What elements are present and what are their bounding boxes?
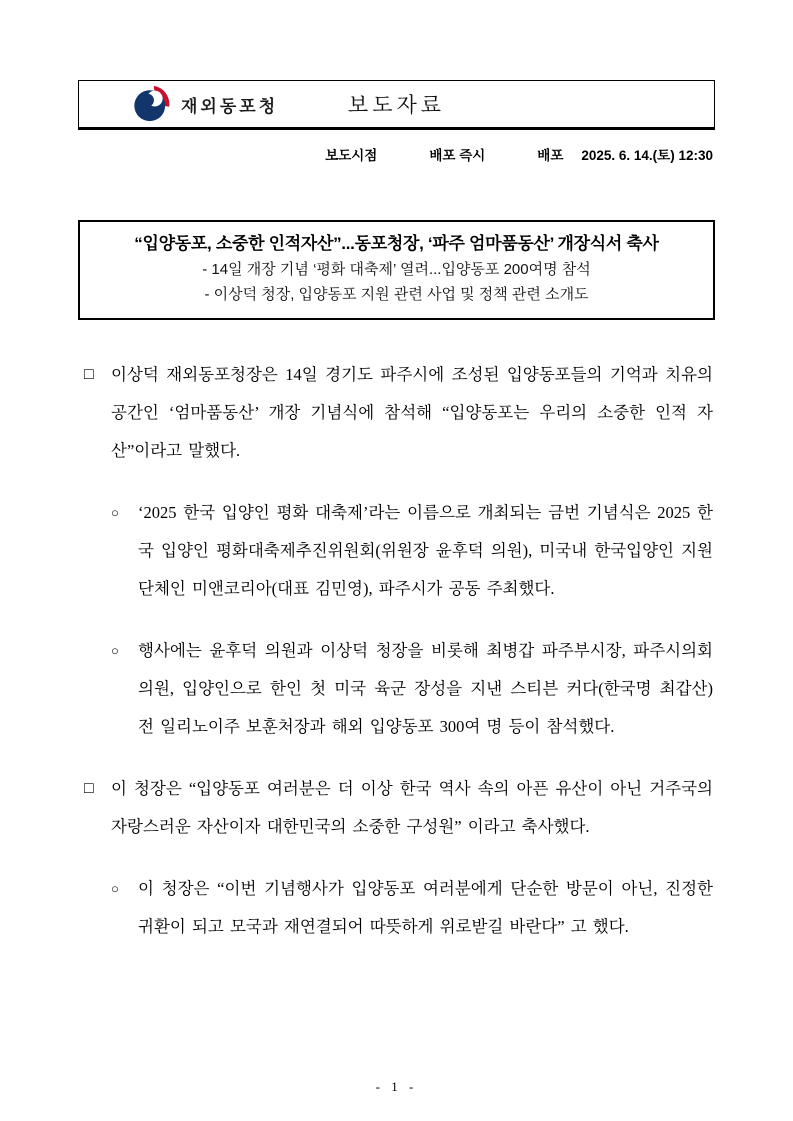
header-box: [78, 80, 715, 130]
paragraph: [111, 632, 713, 746]
paragraph-text: 행사에는 윤후덕 의원과 이상덕 청장을 비롯해 최병갑 파주부시장, 파주시의회 의원, 입양인으로 한인 첫 미국 육군 장성을 지낸 스티븐 커다(한국명 최갑산) 전 일리노이주 보훈처장과 해외 입양동포 300여 명 등이 참석했다.: [138, 641, 713, 736]
agency-name: 재외동포청: [181, 96, 279, 116]
paragraph-marker: □: [84, 780, 94, 797]
paragraph-marker: ○: [111, 505, 119, 520]
korea-government-taegeuk-logo-icon: [131, 84, 171, 124]
body-text-area: [84, 356, 713, 946]
paragraph-text: 이 청장은 “입양동포 여러분은 더 이상 한국 역사 속의 아픈 유산이 아닌 거주국의 자랑스러운 자산이자 대한민국의 소중한 구성원” 이라고 축사했다.: [111, 779, 713, 836]
headline: “입양동포, 소중한 인적자산”...동포청장, ‘파주 엄마품동산’ 개장식서 축사: [134, 234, 659, 253]
paragraph: [111, 870, 713, 946]
paragraph-marker: ○: [111, 643, 119, 658]
paragraph-marker: ○: [111, 881, 119, 896]
page-number: - 1 -: [375, 1079, 418, 1094]
release-timing-value: 배포 즉시: [429, 148, 486, 163]
distribution-group: [537, 144, 713, 164]
release-meta-row: [80, 144, 713, 164]
paragraph: [84, 770, 713, 846]
agency-logo-group: [131, 81, 278, 127]
doc-type-title: 보도자료: [347, 93, 446, 117]
subtitle-line: - 14일 개장 기념 ‘평화 대축제’ 열려...입양동포 200여명 참석: [202, 261, 591, 278]
paragraph-text: ‘2025 한국 입양인 평화 대축제’라는 이름으로 개최되는 금번 기념식은 2025 한국 입양인 평화대축제추진위원회(위원장 윤후덕 의원), 미국내 한국입양인 지원단체인 미앤코리아(대표 김민영), 파주시가 공동 주최했다.: [138, 503, 713, 598]
title-box: [78, 220, 715, 320]
distribution-label: 배포: [537, 148, 564, 163]
paragraph: [111, 494, 713, 608]
paragraph: [84, 356, 713, 470]
distribution-datetime: 2025. 6. 14.(토) 12:30: [581, 148, 713, 163]
subtitle-line: - 이상덕 청장, 입양동포 지원 관련 사업 및 정책 관련 소개도: [204, 286, 589, 303]
release-timing-label: 보도시점: [325, 148, 378, 163]
paragraph-marker: □: [84, 366, 94, 383]
paragraph-text: 이상덕 재외동포청장은 14일 경기도 파주시에 조성된 입양동포들의 기억과 치유의 공간인 ‘엄마품동산’ 개장 기념식에 참석해 “입양동포는 우리의 소중한 인적 자산”이라고 말했다.: [111, 365, 713, 460]
paragraph-text: 이 청장은 “이번 기념행사가 입양동포 여러분에게 단순한 방문이 아닌, 진정한 귀환이 되고 모국과 재연결되어 따뜻하게 위로받길 바란다” 고 했다.: [138, 879, 713, 936]
